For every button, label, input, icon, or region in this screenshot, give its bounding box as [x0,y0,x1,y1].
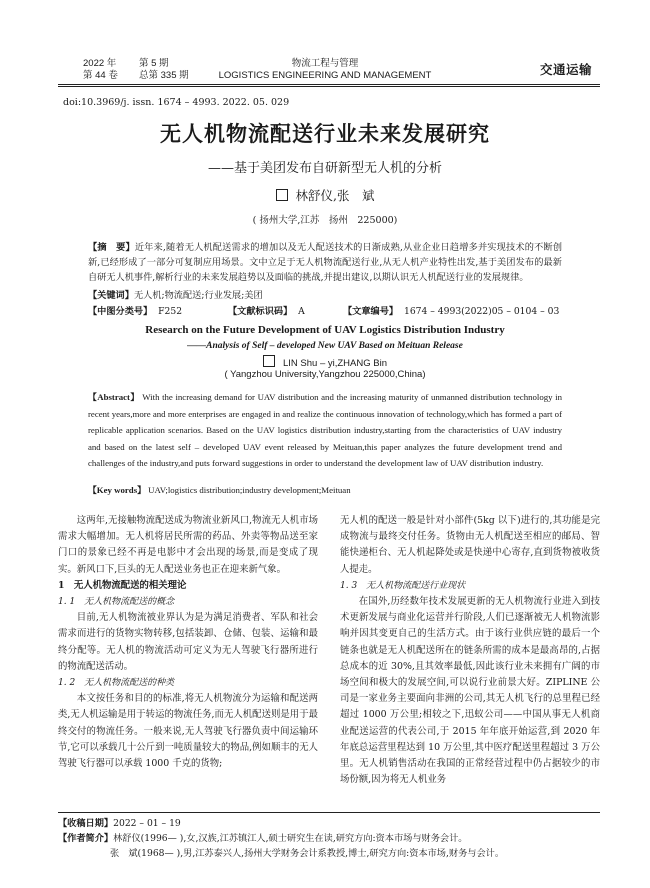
doc-code: 【文献标识码】 A [228,306,305,317]
english-title: Research on the Future Development of UAV Logistics Distribution Industry [145,324,505,336]
journal-name-en: LOGISTICS ENGINEERING AND MANAGEMENT [218,70,432,81]
received-date: 【收稿日期】2022 – 01 – 19 [58,818,181,829]
paragraph: 这两年,无接触物流配送成为物流业新风口,物流无人机市场需求大幅增加。无人机将居民所需的药品、外卖等物品送至家门口的景象已经不再是电影中才会出现的场景,而是变成了现实。新风口下,巨头的无人配送业务也正在迎来新气象。 [58,515,318,575]
english-authors: LIN Shu – yi,ZHANG Bin [282,358,387,369]
issue-info [83,58,189,82]
body-left-column [58,513,318,772]
paragraph: 本文按任务和目的的标准,将无人机物流分为运输和配送两类,无人机运输是用于转运的物流任务,而无人机配送则是用于最终交付的物流任务。一般来说,无人驾驶飞行器负责中间运输环节,它可以承载几十公斤到一吨质量较大的物品,例如顺丰的无人驾驶飞行器可以承载 1000 千克的货物; [58,693,318,770]
year: 2022 年 [83,58,117,69]
subsection-heading: 1. 3 无人机物流配送行业现状 [340,580,466,591]
article-title: 无人机物流配送行业未来发展研究 [160,121,490,146]
total-issue: 总第 335 期 [139,70,189,81]
clc-code: 【中图分类号】 F252 [88,306,183,317]
english-affiliation: ( Yangzhou University,Yangzhou 225000,China) [224,369,426,380]
paragraph: 无人机的配送一般是针对小部件(5kg 以下)进行的,其功能是完成物流与最终交付任务。货物由无人机配送至相应的邮局、智能快递柜台、无人机起降处或是快递中心寄存,直到货物被收货人提走。 [340,515,600,575]
abstract-cn [88,240,562,285]
body-right-column [340,513,600,788]
keywords-cn-text: 无人机;物流配送;行业发展;美团 [133,290,263,301]
abstract-en-label: 【Abstract】 [88,392,140,402]
section-label: 交通运输 [539,63,592,77]
author-line [0,186,650,204]
keywords-cn [88,287,562,301]
author-box-icon [276,189,288,201]
article-number: 【文章编号】 1674 – 4993(2022)05 – 0104 – 03 [343,306,560,317]
abstract-cn-text: 近年来,随着无人机配送需求的增加以及无人配送技术的日渐成熟,从业企业日趋增多并实现技术的不断创新,已经形成了一部分可复制应用场景。文中立足于无人机物流配送行业,从无人机产业特性出发,基于美团发布的最新自研无人机事件,解析行业的未来发展趋势以及面临的挑战,并提出建议,以期认识无人机配送行业的发展规律。 [88,242,563,283]
paragraph: 在国外,历经数年技术发展更新的无人机物流行业进入到技术更新发展与商业化运营并行阶段,人们已逐渐被无人机物流影响并因其变更自己的生活方式。由于该行业供应链的最后一个链条也就是无人机配送所在的链条所需的成本是最高昂的,占据总成本的近 30%,且其效率最低,因此该行业未来拥有广阔的市场空间和极大的发展空间,可以说行业前景大好。ZIPLINE 公司是一家业务主要面向非洲的公司,其无人机飞行的总里程已经超过 1000 万公里;相较之下,迅蚁公司——中国从事无人机商业配送运营的代表公司,于 2015 年年底开始运营,到 2020 年年底总运营里程达到 10 万公里,其中医疗配送里程超过 3 万公里。无人机销售活动在我国的正常经营过程中仍占据较少的市场份额,因为将无人机业务 [340,596,600,786]
subsection-heading: 1. 2 无人机物流配送的种类 [58,678,175,689]
english-subtitle: ——Analysis of Self – developed New UAV Based on Meituan Release [187,341,463,351]
abstract-en-text: With the increasing demand for UAV distribution and the increasing maturity of unmanned distribution technology in recent years,more and more enterprises are engaged in and realize the continuous innovation of technology,which has formed a part of replicable application scenarios. Based on the UAV logistics distribution industry,starting from the characteristics of UAV industry and based on the latest self – developed UAV event released by Meituan,this paper analyzes the future development trend and challenges of the industry,and puts forward suggestions in order to understand the development law of UAV distribution industry. [88,392,562,469]
header-rule-thin [58,86,600,87]
doi: doi:10.3969/j. issn. 1674 – 4993. 2022. 05. 029 [63,97,290,108]
author-bio: 【作者简介】林舒仪(1996— ),女,汉族,江苏镇江人,硕士研究生在读,研究方向:资本市场与财务会计。 [58,833,468,844]
author-box-icon-en [263,355,275,367]
keywords-en [88,483,562,496]
header-rule [58,84,600,85]
keywords-en-text: UAV;logistics distribution;industry development;Meituan [148,485,351,495]
journal-name [218,58,432,82]
footnote [58,816,600,861]
keywords-en-label: 【Key words】 [88,485,146,495]
subsection-heading: 1. 1 无人机物流配送的概念 [58,597,175,608]
classification-row [88,303,562,317]
article-subtitle: ——基于美团发布自研新型无人机的分析 [207,161,442,176]
author-bio-2: 张 斌(1968— ),男,江苏泰兴人,扬州大学财务会计系教授,博士,研究方向:资本市场,财务与会计。 [110,848,505,859]
abstract-en [88,389,562,472]
section-heading: 1 无人机物流配送的相关理论 [58,579,187,591]
english-author-line [0,355,650,369]
keywords-cn-label: 【关键词】 [88,290,134,301]
issue: 第 5 期 [139,58,169,69]
volume: 第 44 卷 [83,70,118,81]
paragraph: 目前,无人机物流被业界认为是为满足消费者、军队和社会需求而进行的货物实物转移,包括装卸、仓储、包装、运输和最终分配等。无人机的物流活动可定义为无人驾驶飞行器所进行的物流配送活动。 [58,612,318,672]
journal-name-cn: 物流工程与管理 [291,58,359,69]
footnote-rule [58,812,600,813]
abstract-cn-label: 【摘 要】 [88,242,135,253]
authors: 林舒仪,张 斌 [295,188,375,203]
affiliation: ( 扬州大学,江苏 扬州 225000) [252,215,398,226]
